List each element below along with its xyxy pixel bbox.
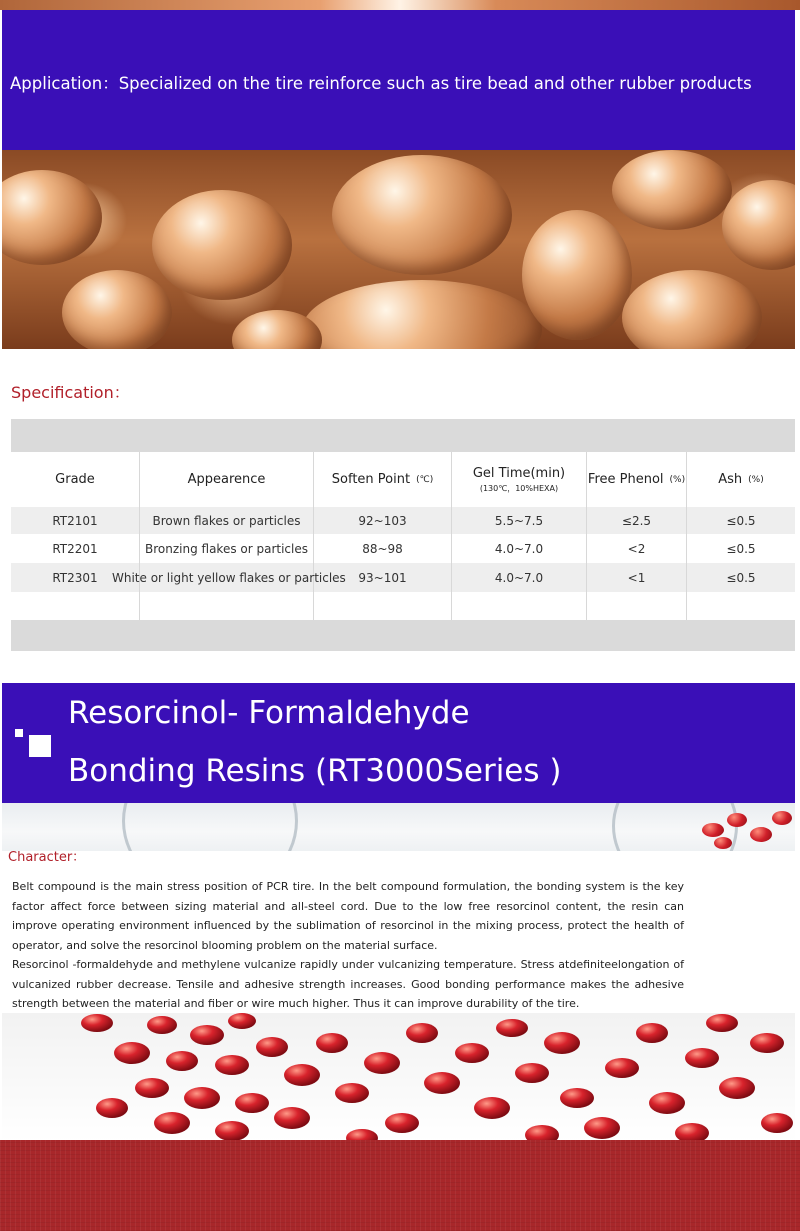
table-empty-row — [11, 592, 795, 620]
character-heading: Character： — [8, 850, 86, 865]
red-bead — [772, 811, 792, 825]
red-bead — [727, 813, 747, 827]
header-grade: Grade — [11, 452, 140, 507]
cell-grade: RT2201 — [11, 534, 140, 563]
cell-free-phenol: ≤2.5 — [587, 507, 687, 534]
character-paragraph: Belt compound is the main stress position of PCR tire. In the belt compound formulation, the bonding system is the key factor affect force between sizing material and all-steel cord. Due to the low free resorcinol content, the resin can improve operating environment influenced by the sublimation of resorcinol in the mixing process, protect the health of operator, and solve the resorcinol blooming problem on the material surface. — [12, 880, 684, 952]
bead-image — [612, 150, 732, 230]
logo-large-square — [29, 735, 51, 757]
specification-heading: Specification： — [11, 383, 130, 402]
header-free-phenol: Free Phenol (%) — [587, 452, 687, 507]
glass-rim — [122, 803, 298, 851]
red-bead — [702, 823, 724, 837]
cell-appearance: Bronzing flakes or particles — [140, 534, 314, 563]
cell-ash: ≤0.5 — [726, 570, 756, 585]
cell-grade: RT2301 — [11, 563, 140, 592]
cell-ash: ≤0.5 — [726, 513, 756, 528]
empty-cell — [314, 592, 452, 620]
bottom-decorative-band — [0, 1140, 800, 1231]
cell-soften-point: 93~101 — [314, 563, 452, 592]
cell-appearance: Brown flakes or particles — [140, 507, 314, 534]
cell-soften-point: 88~98 — [314, 534, 452, 563]
empty-cell — [11, 592, 140, 620]
table-row — [11, 507, 795, 534]
top-photo-strip — [0, 0, 800, 10]
character-text — [12, 877, 684, 1014]
header-gel-time: Gel Time(min) (130℃，10%HEXA) — [452, 452, 587, 507]
header-soften-point: Soften Point (℃) — [314, 452, 452, 507]
bead-image — [62, 270, 172, 349]
bead-image — [152, 190, 292, 300]
table-bottom-band — [11, 620, 795, 651]
bead-image — [622, 270, 762, 349]
table-row — [11, 534, 795, 563]
resin-title-line1: Resorcinol- Formaldehyde — [68, 695, 470, 731]
red-beads-illustration — [2, 1013, 795, 1143]
red-beads-photo — [2, 1013, 795, 1143]
red-bead — [714, 837, 732, 849]
bead-image — [722, 180, 795, 270]
cell-gel-time: 4.0~7.0 — [452, 534, 587, 563]
bead-image — [302, 280, 542, 349]
empty-cell — [587, 592, 687, 620]
empty-cell — [687, 592, 795, 620]
table-top-band — [11, 419, 795, 452]
logo-small-square — [15, 729, 23, 737]
resin-title-line2: Bonding Resins (RT3000Series ) — [68, 753, 562, 789]
character-paragraph: Resorcinol -formaldehyde and methylene vulcanize rapidly under vulcanizing temperature. Stress atdefiniteelongation of vulcanized rubber decrease. Tensile and adhesive strength increases. Good bonding performance makes the adhesive strength between the material and fiber or wire much higher. Thus it can improve durability of the tire. — [12, 958, 684, 1010]
cell-gel-time: 4.0~7.0 — [452, 563, 587, 592]
cell-ash: ≤0.5 — [726, 541, 756, 556]
glassware-photo-strip — [2, 803, 795, 851]
cell-free-phenol: <1 — [587, 563, 687, 592]
bead-image — [2, 170, 102, 265]
header-ash: Ash (%) — [718, 472, 764, 487]
cell-gel-time: 5.5~7.5 — [452, 507, 587, 534]
bead-image — [522, 210, 632, 340]
amber-beads-photo — [2, 150, 795, 349]
cell-grade: RT2101 — [11, 507, 140, 534]
empty-cell — [452, 592, 587, 620]
cell-appearance: White or light yellow flakes or particles — [140, 563, 314, 592]
table-row — [11, 563, 795, 592]
cell-free-phenol: <2 — [587, 534, 687, 563]
table-header-row — [11, 452, 795, 507]
cell-soften-point: 92~103 — [314, 507, 452, 534]
application-text: Application：Specialized on the tire reinforce such as tire bead and other rubber products — [10, 74, 752, 93]
header-appearance: Appearence — [140, 452, 314, 507]
bead-image — [332, 155, 512, 275]
red-bead — [750, 827, 772, 842]
empty-cell — [140, 592, 314, 620]
specification-table — [11, 419, 795, 651]
